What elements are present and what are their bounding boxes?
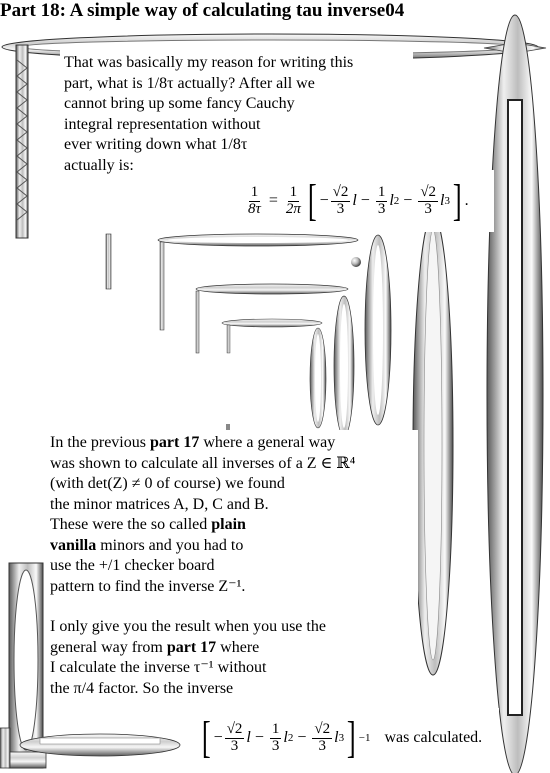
minus-sign: − xyxy=(254,729,264,746)
left-ornament-bar xyxy=(16,45,28,238)
period: . xyxy=(464,192,469,209)
numerator: 1 xyxy=(250,183,259,200)
trailer-text: was calculated. xyxy=(384,729,483,746)
text-line xyxy=(50,474,414,495)
text-line xyxy=(50,556,414,577)
numerator: 1 xyxy=(377,183,386,200)
equation-inverse-result xyxy=(195,708,499,768)
denominator: 3 xyxy=(271,737,280,754)
numerator: 1 xyxy=(289,183,298,200)
variable: l xyxy=(352,192,357,209)
equals-sign: = xyxy=(268,192,278,209)
text-line xyxy=(50,658,414,679)
fraction xyxy=(312,722,332,755)
exponent: 3 xyxy=(444,195,450,207)
fraction xyxy=(418,185,438,218)
denominator: 2π xyxy=(285,200,301,217)
denominator: 8τ xyxy=(248,200,261,217)
text-line xyxy=(50,515,414,536)
exponent: 3 xyxy=(338,732,345,744)
fraction xyxy=(376,185,388,218)
numerator: √2 xyxy=(314,720,331,737)
text-run: use the +/1 checker board xyxy=(50,557,215,574)
numerator: √2 xyxy=(420,183,437,200)
minus-sign: − xyxy=(403,192,413,209)
fraction xyxy=(331,185,351,218)
minus-sign: − xyxy=(297,729,307,746)
numerator: √2 xyxy=(226,720,243,737)
text-run: I calculate the inverse τ⁻¹ without xyxy=(50,659,267,676)
bold-term: part 17 xyxy=(166,638,217,656)
left-bracket: [ xyxy=(307,176,317,225)
center-nested-frames xyxy=(106,234,391,436)
bold-term: plain xyxy=(211,516,246,533)
variable: l xyxy=(334,729,339,746)
text-line xyxy=(50,638,414,659)
text-run: the π/4 factor. So the inverse xyxy=(50,679,234,697)
right-middle-oval xyxy=(413,215,453,675)
exponent: −1 xyxy=(358,732,371,744)
body-text xyxy=(46,430,418,703)
variable: l xyxy=(440,192,445,209)
exponent: 2 xyxy=(287,732,294,744)
text-line xyxy=(50,536,414,557)
text-run: was shown to calculate all inverses of a Z ∈ ℝ⁴ xyxy=(50,454,356,472)
fraction xyxy=(270,722,282,755)
text-run: general way from xyxy=(50,638,167,656)
intro-line: cannot bring up some fancy Cauchy xyxy=(64,95,295,112)
text-run: In the previous xyxy=(50,434,150,451)
intro-line: integral representation without xyxy=(64,115,261,133)
text-run: the minor matrices A, D, C and B. xyxy=(50,495,269,513)
intro-line: ever writing down what 1/8τ xyxy=(64,136,248,153)
fraction xyxy=(246,185,263,218)
exponent: 2 xyxy=(393,195,400,207)
paragraph-result xyxy=(50,617,414,699)
variable: l xyxy=(283,729,288,746)
text-line xyxy=(50,617,414,638)
paragraph-previous-part xyxy=(50,433,414,597)
right-bracket: ] xyxy=(452,176,462,225)
text-run: I only give you the result when you use the xyxy=(50,618,326,635)
numerator: √2 xyxy=(332,183,349,200)
text-run: These were the so called xyxy=(50,516,212,533)
denominator: 3 xyxy=(336,200,345,217)
numerator: 1 xyxy=(271,720,280,737)
fraction xyxy=(284,185,303,218)
minus-sign: − xyxy=(319,192,329,209)
denominator: 3 xyxy=(377,200,386,217)
page-title: Part 18: A simple way of calculating tau inverse04 xyxy=(0,0,405,21)
intro-line: actually is: xyxy=(64,156,134,174)
intro-line: part, what is 1/8τ actually? After all we xyxy=(64,74,315,92)
right-tall-oval xyxy=(487,15,543,773)
variable: l xyxy=(246,729,251,746)
denominator: 3 xyxy=(424,200,432,217)
text-line xyxy=(50,495,414,516)
text-run: where xyxy=(216,638,260,656)
text-run: pattern to find the inverse Z⁻¹. xyxy=(50,577,246,595)
text-run: where a general way xyxy=(199,434,336,451)
right-bracket: ] xyxy=(347,713,356,762)
text-run: (with det(Z) ≠ 0 of course) we found xyxy=(50,475,285,492)
intro-line: That was basically my reason for writing this xyxy=(64,54,354,71)
denominator: 3 xyxy=(230,737,239,754)
text-line xyxy=(50,679,414,700)
minus-sign: − xyxy=(360,192,370,209)
text-line xyxy=(50,454,414,475)
fraction xyxy=(225,722,245,755)
bold-term: vanilla xyxy=(50,536,97,554)
minus-sign: − xyxy=(213,729,223,746)
text-line xyxy=(50,433,414,454)
bold-term: part 17 xyxy=(149,434,200,451)
left-bracket: [ xyxy=(201,713,211,762)
text-run: minors and you had to xyxy=(96,536,244,554)
denominator: 3 xyxy=(318,737,326,754)
text-line xyxy=(50,577,414,598)
equation-tau-inverse xyxy=(238,170,494,232)
intro-paragraph xyxy=(60,50,413,181)
variable: l xyxy=(389,192,394,209)
